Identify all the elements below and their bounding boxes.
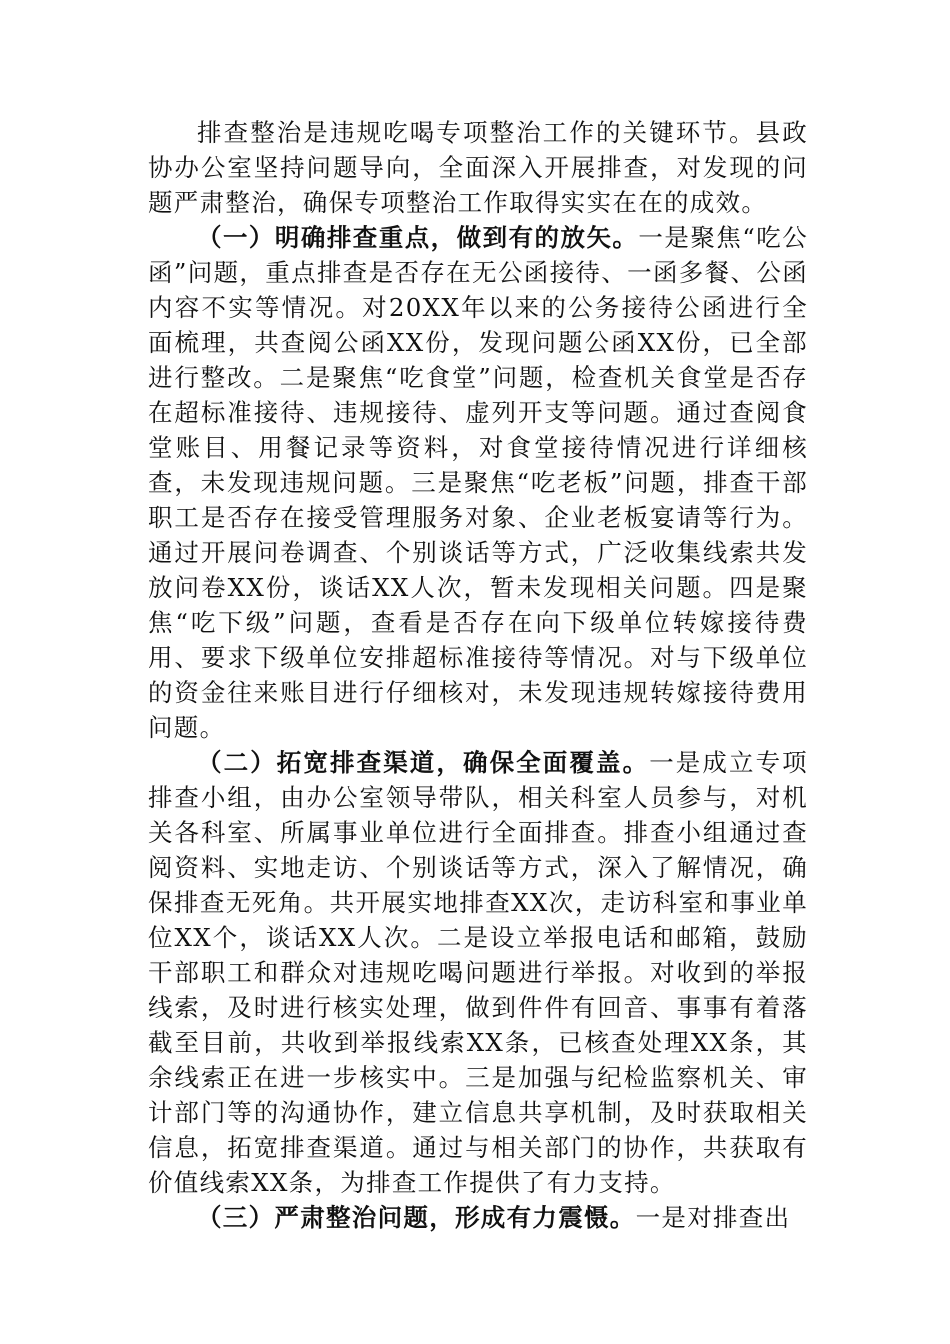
section-one-heading: （一）明确排查重点，做到有的放矢。	[197, 223, 639, 252]
paragraph-text: 一是成立专项排查小组，由办公室领导带队，相关科室人员参与，对机关各科室、所属事业单位进行全面排查。排查小组通过查阅资料、实地走访、个别谈话等方式，深入了解情况，确保排查无死角。共开展实地排查XX次，走访科室和事业单位XX个，谈话XX人次。二是设立举报电话和邮箱，鼓励干部职工和群众对违规吃喝问题进行举报。对收到的举报线索，及时进行核实处理，做到件件有回音、事事有着落截至目前，共收到举报线索XX条，已核查处理XX条，其余线索正在进一步核实中。三是加强与纪检监察机关、审计部门等的沟通协作，建立信息共享机制，及时获取相关信息，拓宽排查渠道。通过与相关部门的协作，共获取有价值线索XX条，为排查工作提供了有力支持。	[148, 748, 808, 1197]
section-three-paragraph	[148, 1200, 808, 1235]
intro-paragraph	[148, 115, 808, 220]
paragraph-text: 排查整治是违规吃喝专项整治工作的关键环节。县政协办公室坚持问题导向，全面深入开展排查，对发现的问题严肃整治，确保专项整治工作取得实实在在的成效。	[148, 118, 808, 217]
document-body	[148, 115, 808, 1235]
paragraph-text: 一是聚焦“吃公函”问题，重点排查是否存在无公函接待、一函多餐、公函内容不实等情况。对20XX年以来的公务接待公函进行全面梳理，共查阅公函XX份，发现问题公函XX份，已全部进行整改。二是聚焦“吃食堂”问题，检查机关食堂是否存在超标准接待、违规接待、虚列开支等问题。通过查阅食堂账目、用餐记录等资料，对食堂接待情况进行详细核查，未发现违规问题。三是聚焦“吃老板”问题，排查干部职工是否存在接受管理服务对象、企业老板宴请等行为。通过开展问卷调查、个别谈话等方式，广泛收集线索共发放问卷XX份，谈话XX人次，暂未发现相关问题。四是聚焦“吃下级”问题，查看是否存在向下级单位转嫁接待费用、要求下级单位安排超标准接待等情况。对与下级单位的资金往来账目进行仔细核对，未发现违规转嫁接待费用问题。	[148, 223, 808, 742]
section-one-paragraph	[148, 220, 808, 745]
section-three-heading: （三）严肃整治问题，形成有力震慑。	[197, 1203, 636, 1232]
section-two-heading: （二）拓宽排查渠道，确保全面覆盖。	[197, 748, 650, 777]
paragraph-text: 一是对排查出	[635, 1203, 791, 1232]
section-two-paragraph	[148, 745, 808, 1200]
